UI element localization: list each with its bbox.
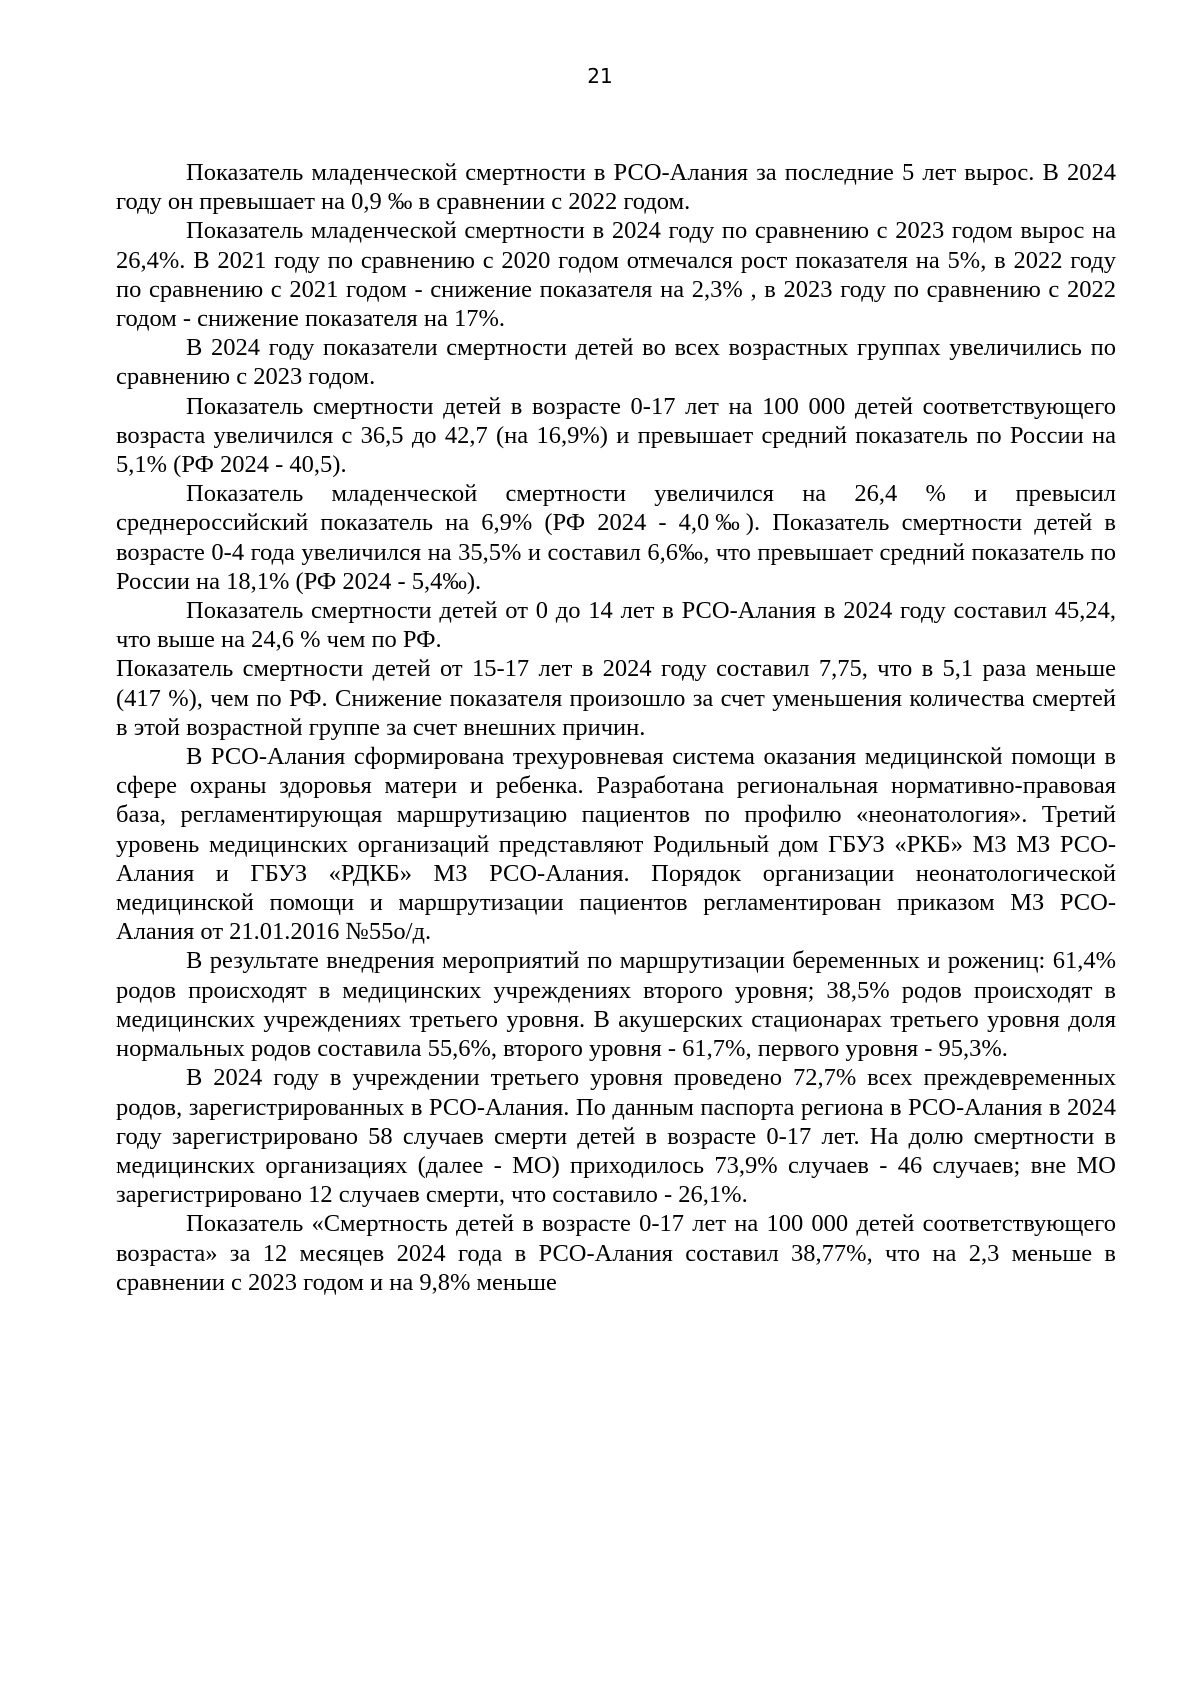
document-body <box>116 158 1116 1297</box>
paragraph: Показатель «Смертность детей в возрасте 0-17 лет на 100 000 детей соответствующего возраста» за 12 месяцев 2024 года в РСО-Алания составил 38,77%, что на 2,3 меньше в сравнении с 2023 годом и на 9,8% меньше <box>116 1210 1116 1296</box>
paragraph: Показатель смертности детей от 0 до 14 лет в РСО-Алания в 2024 году составил 45,24, что выше на 24,6 % чем по РФ. <box>116 597 1116 654</box>
paragraph: В 2024 году в учреждении третьего уровня проведено 72,7% всех преждевременных родов, зарегистрированных в РСО-Алания. По данным паспорта региона в РСО-Алания в 2024 году зарегистрировано 58 случаев смерти детей в возрасте 0-17 лет. На долю смертности в медицинских организациях (далее - МО) приходилось 73,9% случаев - 46 случаев; вне МО зарегистрировано 12 случаев смерти, что составило - 26,1%. <box>116 1064 1116 1209</box>
paragraph: В РСО-Алания сформирована трехуровневая система оказания медицинской помощи в сфере охраны здоровья матери и ребенка. Разработана региональная нормативно-правовая база, регламентирующая маршрутизацию пациентов по профилю «неонатология». Третий уровень медицинских организаций представляют Родильный дом ГБУЗ «РКБ» МЗ МЗ РСО-Алания и ГБУЗ «РДКБ» МЗ РСО-Алания. Порядок организации неонатологической медицинской помощи и маршрутизации пациентов регламентирован приказом МЗ РСО-Алания от 21.01.2016 №55о/д. <box>116 743 1116 946</box>
paragraph: Показатель смертности детей в возрасте 0-17 лет на 100 000 детей соответствующего возраста увеличился с 36,5 до 42,7 (на 16,9%) и превышает средний показатель по России на 5,1% (РФ 2024 - 40,5). <box>116 392 1116 479</box>
paragraph: Показатель младенческой смертности в РСО-Алания за последние 5 лет вырос. В 2024 году он превышает на 0,9 ‰ в сравнении с 2022 годом. <box>116 159 1116 216</box>
paragraph: Показатель младенческой смертности увеличился на 26,4 % и превысил среднероссийский показатель на 6,9% (РФ 2024 - 4,0‰). Показатель смертности детей в возрасте 0-4 года увеличился на 35,5% и составил 6,6‰, что превышает средний показатель по России на 18,1% (РФ 2024 - 5,4‰). <box>116 480 1116 595</box>
paragraph: Показатель младенческой смертности в 2024 году по сравнению с 2023 годом вырос на 26,4%. В 2021 году по сравнению с 2020 годом отмечался рост показателя на 5%, в 2022 году по сравнению с 2021 годом - снижение показателя на 2,3% , в 2023 году по сравнению с 2022 годом - снижение показателя на 17%. <box>116 217 1116 333</box>
paragraph: В 2024 году показатели смертности детей во всех возрастных группах увеличились по сравнению с 2023 годом. <box>116 334 1116 391</box>
page-number: 21 <box>587 64 613 88</box>
paragraph: Показатель смертности детей от 15-17 лет в 2024 году составил 7,75, что в 5,1 раза меньше (417 %), чем по РФ. Снижение показателя произошло за счет уменьшения количества смертей в этой возрастной группе за счет внешних причин. <box>116 655 1116 741</box>
paragraph: В результате внедрения мероприятий по маршрутизации беременных и рожениц: 61,4% родов происходят в медицинских учреждениях второго уровня; 38,5% родов происходят в медицинских учреждениях третьего уровня. В акушерских стационарах третьего уровня доля нормальных родов составила 55,6%, второго уровня - 61,7%, первого уровня - 95,3%. <box>116 947 1116 1063</box>
